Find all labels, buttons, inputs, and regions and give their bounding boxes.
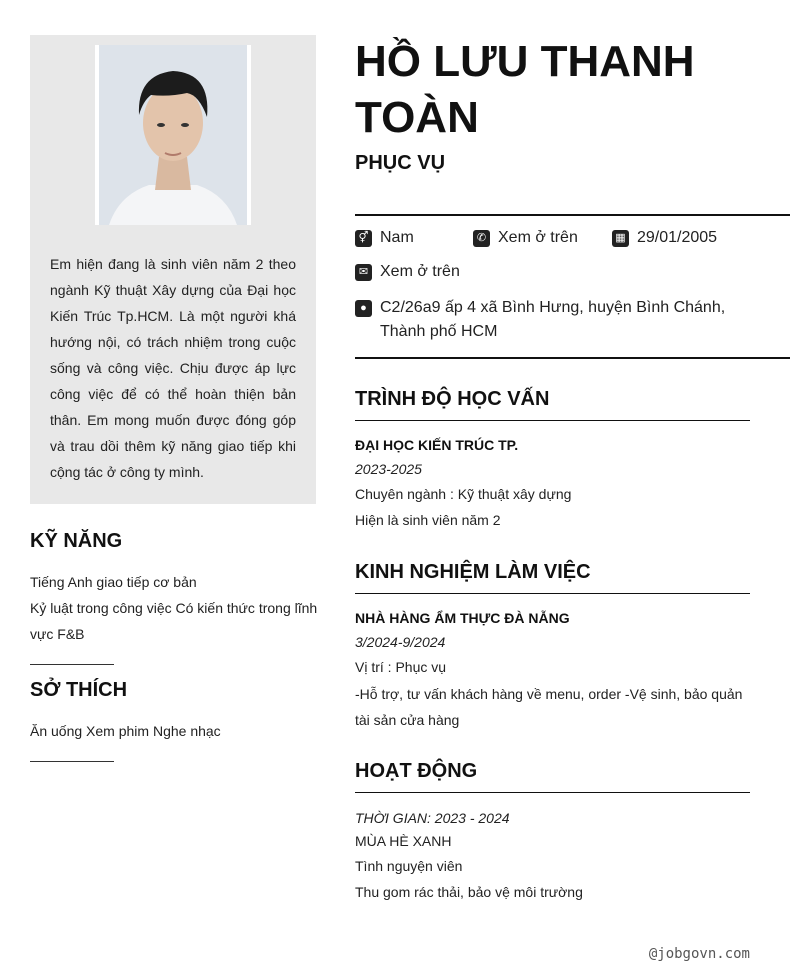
education-major: Chuyên ngành : Kỹ thuật xây dựng [355,486,572,502]
phone-info [473,229,578,247]
profile-panel [30,35,316,504]
email-icon: ✉ [355,264,372,281]
phone-value: Xem ở trên [498,229,578,246]
hobbies-title: SỞ THÍCH [30,679,128,701]
address-value: C2/26a9 ấp 4 xã Bình Hưng, huyện Bình Chánh, Thành phố HCM [380,299,726,340]
gender-value: Nam [380,229,414,246]
skills-title: KỸ NĂNG [30,530,123,552]
activities-title: HOẠT ĐỘNG [355,760,478,782]
education-title: TRÌNH ĐỘ HỌC VẤN [355,388,550,410]
experience-duties: -Hỗ trợ, tư vấn khách hàng về menu, order -Vệ sinh, bảo quản tài sản cửa hàng [355,686,743,728]
experience-title: KINH NGHIỆM LÀM VIỆC [355,561,591,583]
activity-time: THỜI GIAN: 2023 - 2024 [355,810,510,826]
education-period: 2023-2025 [355,461,422,477]
divider [355,792,750,793]
activity-role: Tình nguyện viên [355,858,463,874]
divider [30,664,114,665]
address-info [355,296,735,344]
school-name: ĐẠI HỌC KIẾN TRÚC TP. [355,437,519,453]
hobbies-text: Ăn uống Xem phim Nghe nhạc [30,723,221,739]
activity-name: MÙA HÈ XANH [355,833,452,849]
email-value: Xem ở trên [380,263,460,280]
divider [355,214,790,216]
divider [355,357,790,359]
experience-position: Vị trí : Phục vụ [355,659,447,675]
location-icon: ● [355,300,372,317]
profile-summary: Em hiện đang là sinh viên năm 2 theo ngành Kỹ thuật Xây dựng của Đại học Kiến Trúc Tp.HCM. Là một người khá hướng nội, có trách nhiệm trong cuộc sống và công việc. Chịu được áp lực công việc để có thể hoàn thiện bản thân. Em mong muốn được đóng góp và trau dồi thêm kỹ năng giao tiếp khi cộng tác ở công ty mình. [50,256,296,480]
email-info [355,263,460,281]
company-name: NHÀ HÀNG ẨM THỰC ĐÀ NẴNG [355,610,570,626]
experience-period: 3/2024-9/2024 [355,634,446,650]
divider [355,593,750,594]
phone-icon: ✆ [473,230,490,247]
skill-item: Tiếng Anh giao tiếp cơ bản [30,574,197,590]
education-note: Hiện là sinh viên năm 2 [355,512,501,528]
candidate-name: HỒ LƯU THANH TOÀN [355,37,695,142]
gender-info [355,229,414,247]
calendar-icon: ▦ [612,230,629,247]
divider [355,420,750,421]
birthday-value: 29/01/2005 [637,229,718,246]
divider [30,761,114,762]
candidate-role: PHỤC VỤ [355,152,446,174]
birthday-info [612,229,717,247]
gender-icon: ⚥ [355,230,372,247]
portrait-photo [95,45,251,225]
activity-task: Thu gom rác thải, bảo vệ môi trường [355,884,583,900]
watermark: @jobgovn.com [648,946,750,962]
skill-item: Kỷ luật trong công việc Có kiến thức trong lĩnh vực F&B [30,600,318,642]
